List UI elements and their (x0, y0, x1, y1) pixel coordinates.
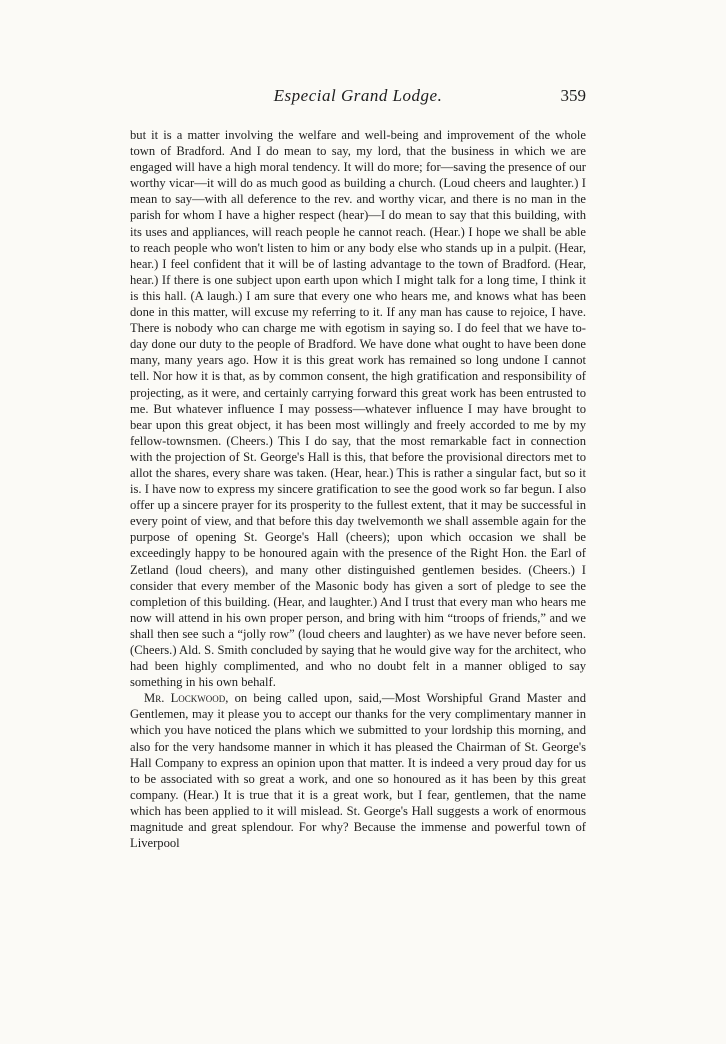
paragraph-2 (130, 690, 586, 851)
paragraph-2-text: on being called upon, said,—Most Worshipful Grand Master and Gentlemen, may it please you to accept our thanks for the very complimentary manner in which you have noticed the plans which we submitted to your lordship this morning, and also for the very handsome manner in which it has pleased the Chairman of St. George's Hall Company to express an opinion upon that matter. It is indeed a very proud day for us to be associated with so great a work, and one so honoured as it has been by this great company. (Hear.) It is true that it is a great work, but I fear, gentlemen, that the name which has been applied to it will mislead. St. George's Hall suggests a work of enormous magnitude and great splendour. For why? Because the immense and powerful town of Liverpool (130, 691, 586, 851)
page-number: 359 (560, 86, 586, 105)
running-header (130, 86, 586, 110)
paragraph-1: but it is a matter involving the welfare and well-being and improvement of the whole town of Bradford. And I do mean to say, my lord, that the business in which we are engaged will have a high moral tendency. It will do more; for—saving the presence of our worthy vicar—it will do as much good as building a church. (Loud cheers and laughter.) I mean to say—with all deference to the rev. and worthy vicar, and there is no man in the parish for whom I have a higher respect (hear)—I do mean to say that this building, with its uses and appliances, will reach people he cannot reach. (Hear.) I hope we shall be able to reach people who won't listen to him or any body else who stands up in a pulpit. (Hear, hear.) I feel confident that it will be of lasting advantage to the town of Bradford. (Hear, hear.) If there is one subject upon earth upon which I might talk for a long time, I think it is this hall. (A laugh.) I am sure that every one who hears me, and knows what has been done in this matter, will excuse my referring to it. If any man has cause to rejoice, I have. There is nobody who can charge me with egotism in saying so. I do feel that we have to-day done our duty to the people of Bradford. We have done what ought to have been done many, many years ago. How it is this great work has remained so long undone I cannot tell. Nor how it is that, as by common consent, the high gratification and responsibility of projecting, as it were, and certainly carrying forward this great work has been entrusted to me. But whatever influence I may possess—whatever influence I may have brought to bear upon this great object, it has been most willingly and freely accorded to me by my fellow-townsmen. (Cheers.) This I do say, that the most remarkable fact in connection with the projection of St. George's Hall is this, that before the provisional directors met to allot the shares, every share was taken. (Hear, hear.) This is rather a singular fact, but so it is. I have now to express my sincere gratification to see the good work so far begun. I also offer up a sincere prayer for its prosperity to the fullest extent, that it may be successful in every point of view, and that before this day twelvemonth we shall assemble again for the purpose of opening St. George's Hall (cheers); upon which occasion we shall be exceedingly happy to be honoured again with the presence of the Right Hon. the Earl of Zetland (loud cheers), and many other distinguished gentlemen besides. (Cheers.) I consider that every member of the Masonic body has given a sort of pledge to see the completion of this building. (Hear, and laughter.) And I trust that every man who hears me now will attend in his own proper person, and bring with him “troops of friends,” and we shall then see such a “jolly row” (loud cheers and laughter) as we have never before seen. (Cheers.) Ald. S. Smith concluded by saying that he would give way for the architect, who had been highly complimented, and who no doubt felt in a manner obliged to say something in his own behalf. (130, 128, 586, 690)
running-title: Especial Grand Lodge. (273, 86, 443, 105)
body-text (130, 127, 586, 851)
speaker-name: Mr. Lockwood, (144, 691, 229, 706)
